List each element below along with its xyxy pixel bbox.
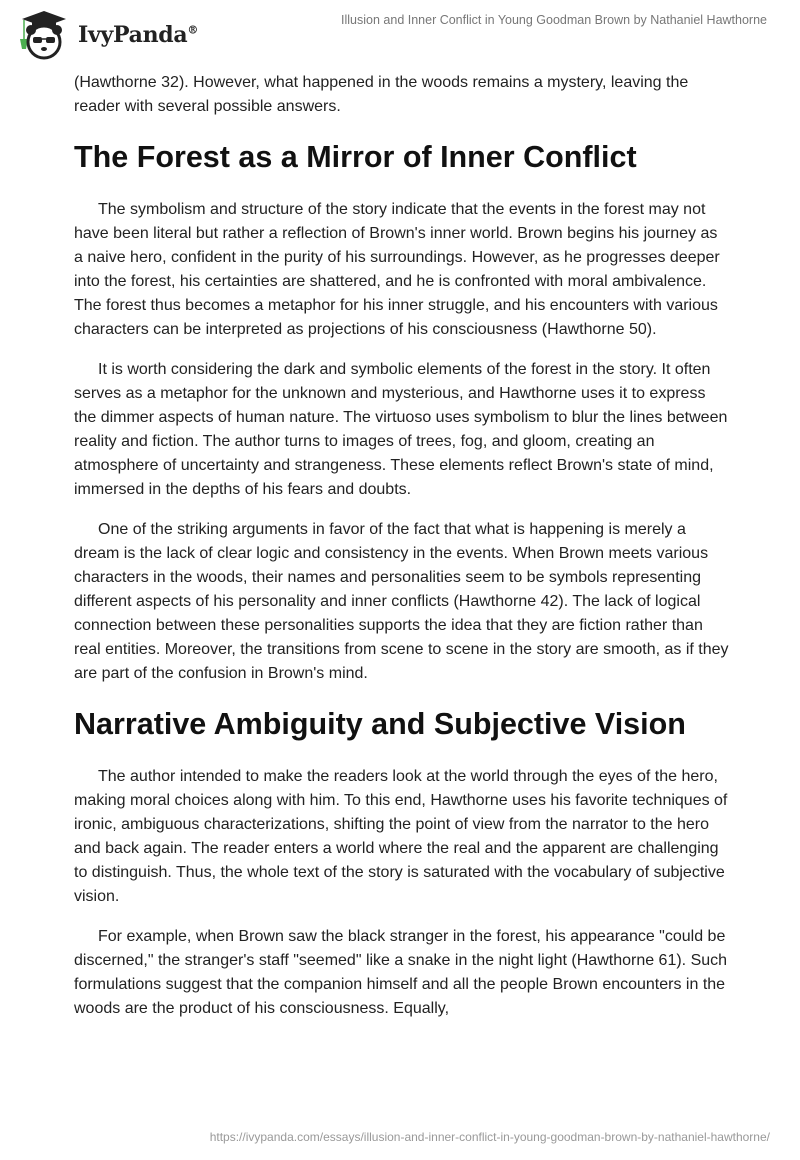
ivypanda-logo[interactable] — [14, 9, 198, 61]
source-url[interactable]: https://ivypanda.com/essays/illusion-and-inner-conflict-in-young-goodman-brown-by-nathaniel-hawthorne/ — [209, 1130, 770, 1144]
section-heading: Narrative Ambiguity and Subjective Vision — [74, 707, 686, 741]
paragraph: (Hawthorne 32). However, what happened in the woods remains a mystery, leaving the reader with several possible answers. — [74, 74, 689, 115]
panda-graduate-icon — [14, 9, 74, 61]
document-title: Illusion and Inner Conflict in Young Goodman Brown by Nathaniel Hawthorne — [341, 13, 767, 27]
paragraph: One of the striking arguments in favor of the fact that what is happening is merely a dream is the lack of clear logic and consistency in the events. When Brown meets various characters in the woods, their names and personalities seem to be symbols representing different aspects of his personality and inner conflicts (Hawthorne 42). The lack of logical connection between these personalities supports the idea that they are fiction rather than real entities. Moreover, the transitions from scene to scene in the story are smooth, as if they are part of the confusion in Brown's mind. — [74, 521, 729, 682]
section-heading: The Forest as a Mirror of Inner Conflict — [74, 140, 637, 174]
brand-name: IvyPanda® — [78, 22, 199, 48]
essay-body — [74, 71, 730, 1037]
paragraph: The symbolism and structure of the story indicate that the events in the forest may not have been literal but rather a reflection of Brown's inner world. Brown begins his journey as a naive hero, confident in the purity of his surroundings. However, as he progresses deeper into the forest, his certainties are shattered, and he is confronted with moral ambivalence. The forest thus becomes a metaphor for his inner struggle, and his encounters with various characters can be interpreted as projections of his consciousness (Hawthorne 50). — [74, 201, 720, 338]
paragraph: It is worth considering the dark and symbolic elements of the forest in the story. It often serves as a metaphor for the unknown and mysterious, and Hawthorne uses it to express the dimmer aspects of human nature. The virtuoso uses symbolism to blur the lines between reality and fiction. The author turns to images of trees, fog, and gloom, creating an atmosphere of uncertainty and strangeness. These elements reflect Brown's state of mind, immersed in the depths of his fears and doubts. — [74, 361, 728, 498]
paragraph: For example, when Brown saw the black stranger in the forest, his appearance "could be discerned," the stranger's staff "seemed" like a snake in the night light (Hawthorne 61). Such formulations suggest that the companion himself and all the people Brown encounters in the woods are the product of his consciousness. Equally, — [74, 928, 728, 1017]
paragraph: The author intended to make the readers look at the world through the eyes of the hero, making moral choices along with him. To this end, Hawthorne uses his favorite techniques of ironic, ambiguous characterizations, shifting the point of view from the narrator to the hero and back again. The reader enters a world where the real and the apparent are challenging to distinguish. Thus, the whole text of the story is saturated with the vocabulary of subjective vision. — [74, 768, 728, 905]
